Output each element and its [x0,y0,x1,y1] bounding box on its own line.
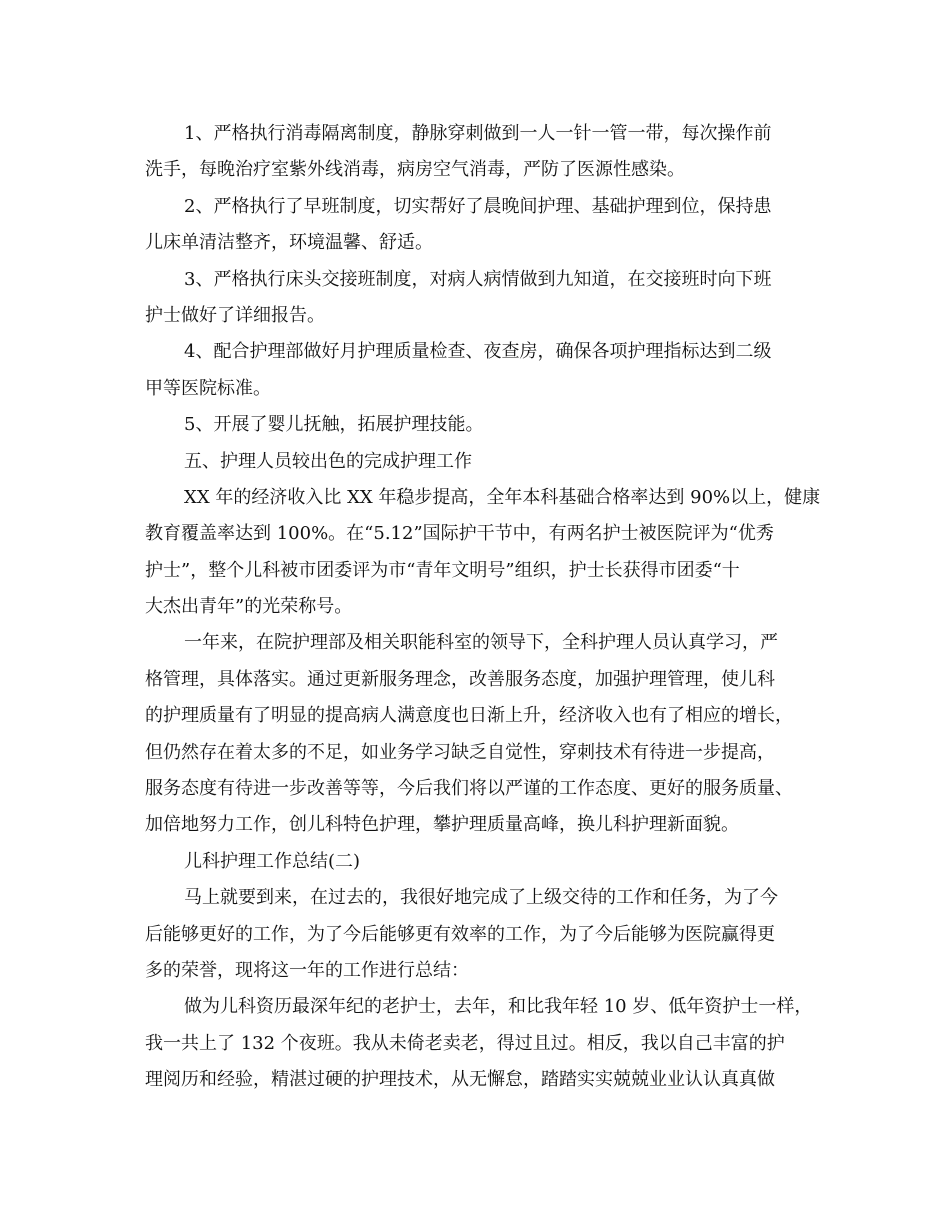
paragraph-line: 洗手，每晚治疗室紫外线消毒，病房空气消毒，严防了医源性感染。 [145,159,685,181]
paragraph-line: 4、配合护理部做好月护理质量检查、夜查房，确保各项护理指标达到二级 [184,341,772,363]
section-heading: 五、护理人员较出色的完成护理工作 [184,450,472,472]
paragraph-line: 我一共上了 132 个夜班。我从未倚老卖老，得过且过。相反，我以自己丰富的护 [145,1032,785,1054]
paragraph-line: 护士”，整个儿科被市团委评为市“青年文明号”组织，护士长获得市团委“十 [145,559,740,581]
paragraph-line: 1、严格执行消毒隔离制度，静脉穿刺做到一人一针一管一带，每次操作前 [184,123,772,144]
paragraph-line: 护士做好了详细报告。 [145,304,325,326]
paragraph-line: 多的荣誉，现将这一年的工作进行总结： [145,959,469,981]
paragraph-line: 格管理，具体落实。通过更新服务理念，改善服务态度，加强护理管理，使儿科 [145,668,775,690]
paragraph-line: 服务态度有待进一步改善等等，今后我们将以严谨的工作态度、更好的服务质量、 [145,778,793,800]
paragraph-line: 理阅历和经验，精湛过硬的护理技术，从无懈怠，踏踏实实兢兢业业认认真真做 [145,1069,775,1091]
paragraph-line: 2、严格执行了早班制度，切实帮好了晨晚间护理、基础护理到位，保持患 [184,195,772,217]
paragraph-line: 的护理质量有了明显的提高病人满意度也日渐上升，经济收入也有了相应的增长， [145,705,793,727]
paragraph-line: 大杰出青年”的光荣称号。 [145,596,353,618]
paragraph-line: 3、严格执行床头交接班制度，对病人病情做到九知道，在交接班时向下班 [184,268,772,290]
paragraph-line: 做为儿科资历最深年纪的老护士，去年，和比我年轻 10 岁、低年资护士一样， [184,996,813,1018]
document-body [145,116,821,1099]
paragraph-line: XX 年的经济收入比 XX 年稳步提高，全年本科基础合格率达到 90%以上，健康 [184,486,821,508]
section-heading: 儿科护理工作总结(二) [184,850,361,872]
paragraph-line: 一年来，在院护理部及相关职能科室的领导下，全科护理人员认真学习，严 [184,632,778,654]
paragraph-line: 加倍地努力工作，创儿科特色护理，攀护理质量高峰，换儿科护理新面貌。 [145,814,739,836]
paragraph-line: 5、开展了婴儿抚触，拓展护理技能。 [184,414,484,436]
paragraph-line: 甲等医院标准。 [145,377,271,399]
paragraph-line: 教育覆盖率达到 100%。在“5.12”国际护干节中，有两名护士被医院评为“优秀 [145,523,774,545]
paragraph-line: 但仍然存在着太多的不足，如业务学习缺乏自觉性，穿刺技术有待进一步提高， [145,741,775,763]
paragraph-line: 儿床单清洁整齐，环境温馨、舒适。 [145,232,433,254]
paragraph-line: 后能够更好的工作，为了今后能够更有效率的工作，为了今后能够为医院赢得更 [145,923,775,945]
paragraph-line: 马上就要到来，在过去的，我很好地完成了上级交待的工作和任务，为了今 [184,887,778,909]
